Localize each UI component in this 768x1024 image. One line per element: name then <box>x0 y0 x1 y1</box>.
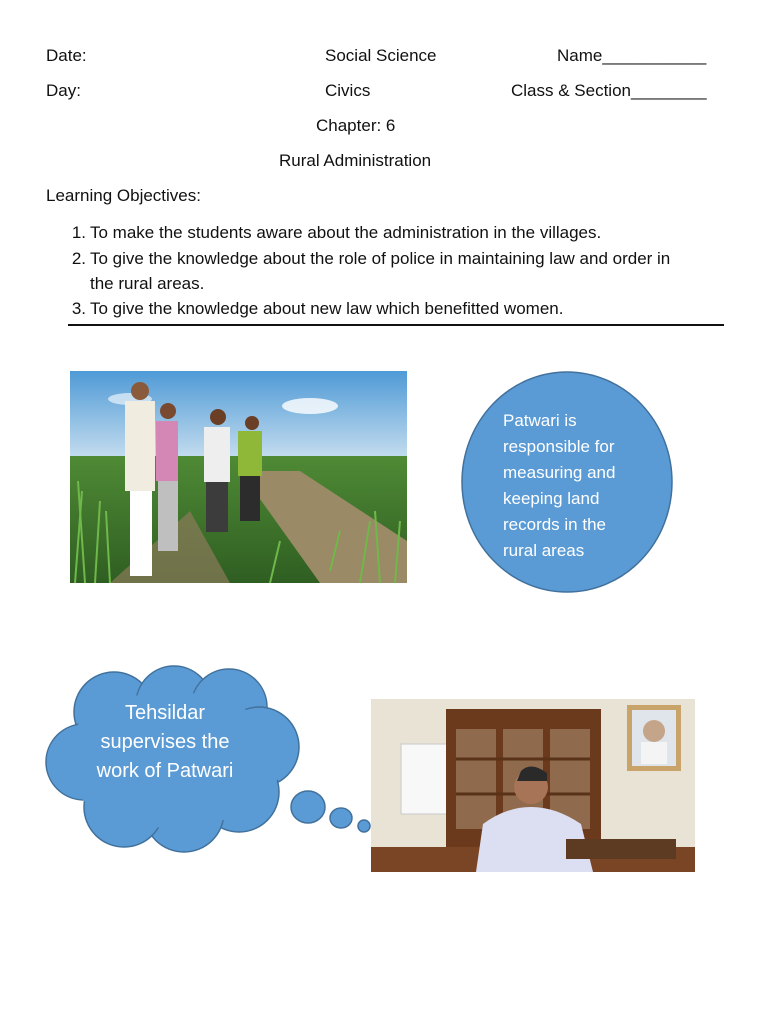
objective-item <box>64 296 714 321</box>
objective-text: To give the knowledge about new law which benefitted women. <box>90 299 564 318</box>
name-field-label: Name___________ <box>557 46 707 65</box>
objective-item <box>64 246 714 296</box>
section-divider <box>68 324 724 326</box>
objective-number: 3. <box>71 299 86 318</box>
chapter-label: Chapter: 6 <box>316 116 396 135</box>
objective-text: To make the students aware about the administration in the villages. <box>90 223 602 242</box>
objective-number: 2. <box>71 249 86 268</box>
day-label: Day: <box>46 81 81 100</box>
office-photo <box>371 699 695 872</box>
tehsildar-cloud-text: Tehsildar supervises the work of Patwari <box>96 702 234 782</box>
patwari-bubble-text: Patwari is responsible for measuring and keeping land records in the rural areas <box>503 411 616 560</box>
branch-label: Civics <box>325 81 371 100</box>
class-section-label: Class & Section________ <box>511 81 707 100</box>
field-photo <box>70 371 407 583</box>
objectives-heading: Learning Objectives: <box>46 186 201 205</box>
date-label: Date: <box>46 46 87 65</box>
objective-text: To give the knowledge about the role of police in maintaining law and order in the rural areas. <box>90 249 671 293</box>
objective-item <box>64 220 714 245</box>
page-title: Rural Administration <box>279 151 432 170</box>
objective-number: 1. <box>71 223 86 242</box>
subject-label: Social Science <box>325 46 437 65</box>
